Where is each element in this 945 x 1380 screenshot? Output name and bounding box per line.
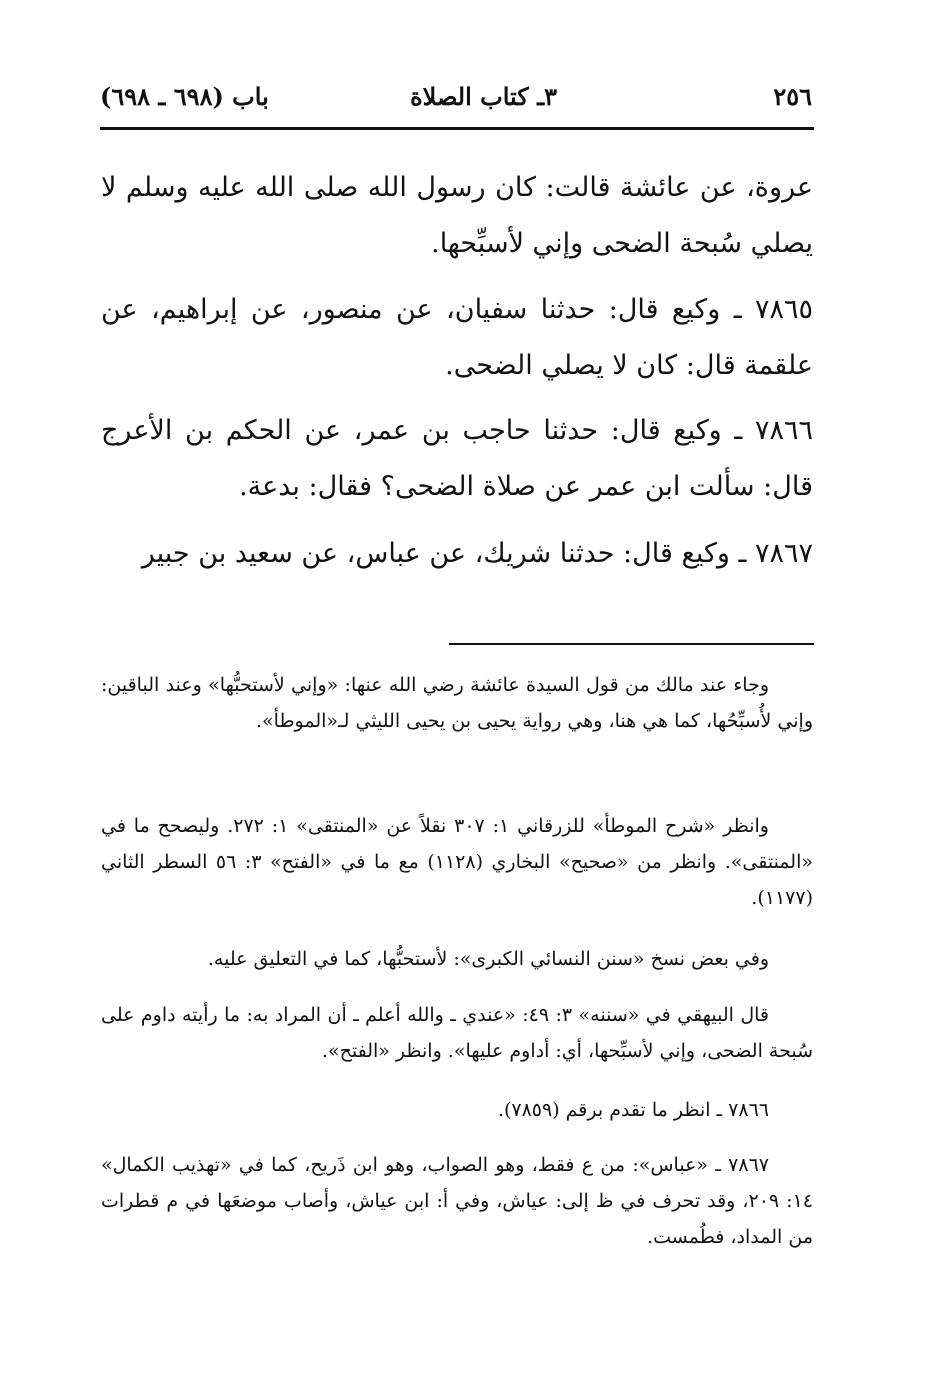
- footnote-text: وانظر «شرح الموطأ» للزرقاني ١: ٣٠٧ نقلاً عن «المنتقى» ١: ٢٧٢. وليصحح ما في «المنتقى». وانظر من «صحيح» البخاري (١١٢٨) مع ما في «الفتح» ٣: ٥٦ السطر الثاني (١١٧٧).: [101, 815, 813, 909]
- paragraph-text: ٧٨٦٧ ـ وكيع قال: حدثنا شريك، عن عباس، عن سعيد بن جبير: [141, 538, 813, 569]
- hadith-7865: [101, 282, 813, 394]
- footnote-text: وفي بعض نسخ «سنن النسائي الكبرى»: لأستحبُّها، كما في التعليق عليه.: [207, 948, 769, 970]
- hadith-7867: [101, 526, 813, 582]
- footnote-divider: [449, 643, 814, 645]
- footnote: [101, 941, 813, 977]
- footnote: [101, 1147, 813, 1255]
- footnote-text: ٧٨٦٦ ـ انظر ما تقدم برقم (٧٨٥٩).: [497, 1099, 769, 1121]
- footnote-text: وجاء عند مالك من قول السيدة عائشة رضي الله عنها: «وإني لأستحبُّها» وعند الباقين: وإني لأُسبِّحُها، كما هي هنا، وهي رواية يحيى بن يحيى الليثي لـ«الموطأ».: [101, 674, 813, 732]
- footnote-text: قال البيهقي في «سننه» ٣: ٤٩: «عندي ـ والله أعلم ـ أن المراد به: ما رأيته داوم على سُبحة الضحى، وإني لأسبِّحها، أي: أداوم عليها». وانظر «الفتح».: [101, 1004, 813, 1062]
- page-number: ٢٥٦: [773, 82, 812, 111]
- paragraph-text: عروة، عن عائشة قالت: كان رسول الله صلى الله عليه وسلم لا يصلي سُبحة الضحى وإني لأسبِّحها.: [101, 172, 813, 259]
- footnote: [101, 667, 813, 739]
- header-divider: [100, 127, 814, 130]
- paragraph-text: ٧٨٦٦ ـ وكيع قال: حدثنا حاجب بن عمر، عن الحكم بن الأعرج قال: سألت ابن عمر عن صلاة الضحى؟ فقال: بدعة.: [101, 415, 813, 502]
- paragraph-text: ٧٨٦٥ ـ وكيع قال: حدثنا سفيان، عن منصور، عن إبراهيم، عن علقمة قال: كان لا يصلي الضحى.: [101, 294, 813, 381]
- footnote: [101, 1092, 813, 1128]
- footnote: [101, 997, 813, 1069]
- running-header: [100, 82, 812, 122]
- footnote: [101, 808, 813, 916]
- main-paragraph: [101, 160, 813, 272]
- chapter-title: باب (٦٩٨ ـ ٦٩٨): [100, 82, 269, 111]
- hadith-7866: [101, 403, 813, 515]
- book-title: ٣ـ كتاب الصلاة: [410, 82, 557, 111]
- footnote-text: ٧٨٦٧ ـ «عباس»: من ع فقط، وهو الصواب، وهو ابن ذَريح، كما في «تهذيب الكمال» ١٤: ٢٠٩، وقد تحرف في ظ إلى: عياش، وفي أ: ابن عياش، وأصاب موضعَها في م قطرات من المداد، فطُمست.: [101, 1154, 813, 1248]
